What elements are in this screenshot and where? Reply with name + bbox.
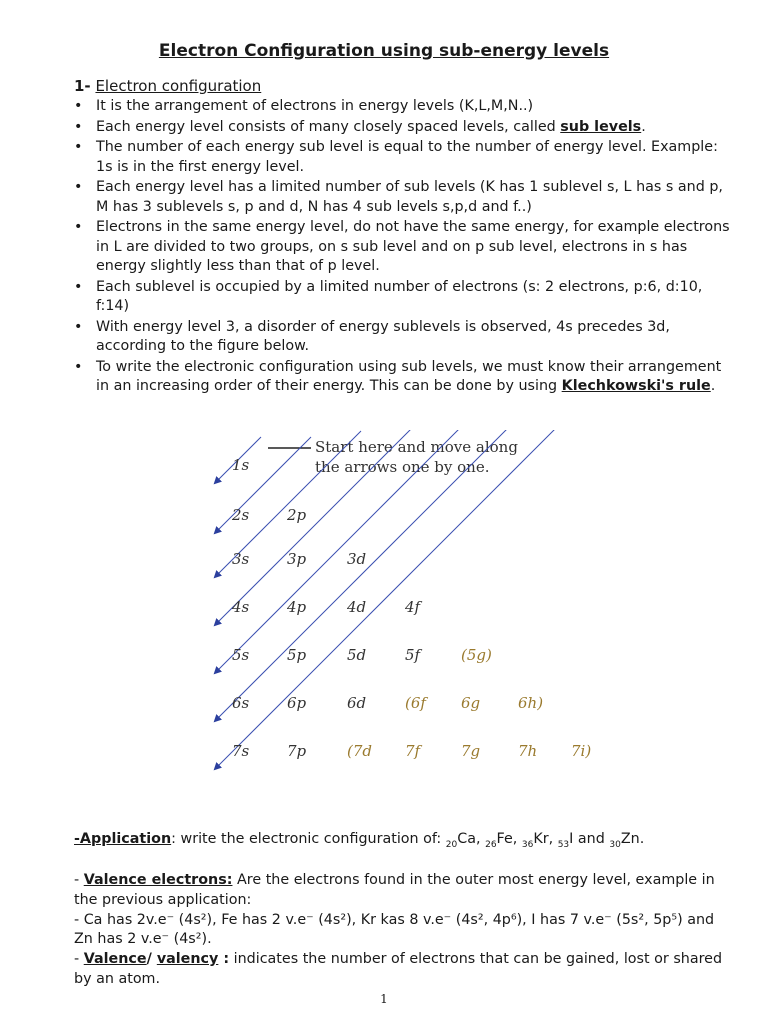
section-heading (74, 77, 261, 95)
element-symbol: Ca (457, 831, 476, 847)
page-title: Electron Configuration using sub-energy levels (158, 41, 610, 61)
sublevel-label: 3p (287, 550, 307, 568)
sublevel-label: 7h (518, 742, 538, 760)
sublevel-label: 7s (232, 742, 250, 760)
valence-examples: - Ca has 2v.e⁻ (4s²), Fe has 2 v.e⁻ (4s²), Kr kas 8 v.e⁻ (4s², 4p⁶), I has 7 v.e⁻ (5s², 5p⁵) and Zn has 2 v.e⁻ (4s²). (74, 911, 715, 948)
sublevel-label: 5p (287, 646, 307, 664)
element-symbol: Kr (533, 831, 549, 847)
element-list: $_{20}$Ca, $_{26}$Fe, $_{36}$Kr, $_{53}$I and $_{30}$Zn. (445, 831, 645, 850)
atomic-number: 20 (445, 839, 458, 850)
sublevel-labels (231, 456, 591, 760)
list-item: • It is the arrangement of electrons in energy levels (K,L,M,N..) (74, 98, 534, 114)
sublevel-label: 6p (287, 694, 307, 712)
sublevel-label: 4s (232, 598, 250, 616)
sublevel-label: (5g) (461, 646, 492, 664)
valency-label: valency (156, 951, 219, 968)
list-item: • With energy level 3, a disorder of energy sublevels is observed, 4s precedes 3d, according to the figure below. (74, 318, 670, 354)
sublevel-label: 3d (347, 550, 367, 568)
sublevel-label: (7d (347, 742, 372, 760)
application-line: -Application: write the electronic configuration of: $_{20}$Ca, $_{26}$Fe, $_{36}$Kr, $_{53}$I and $_{30}$Zn. (74, 831, 645, 850)
atomic-number: 36 (521, 839, 534, 850)
sublevel-label: 1s (232, 456, 250, 474)
valence-label: Valence (83, 951, 147, 968)
sublevel-label: 7g (461, 742, 481, 760)
list-item: • Each sublevel is occupied by a limited number of electrons (s: 2 electrons, p:6, d:10, f:14) (74, 278, 703, 314)
sublevel-label: 6g (461, 694, 481, 712)
sublevel-label: 4d (347, 598, 367, 616)
sublevel-label: 5f (405, 646, 421, 664)
sub-levels-term: sub levels (560, 118, 642, 135)
page-number: 1 (380, 992, 388, 1006)
sublevel-label: 6h) (518, 694, 544, 712)
diagonal-arrows (215, 430, 561, 769)
element-symbol: Fe (496, 831, 513, 847)
atomic-number: 30 (609, 839, 621, 850)
list-item: • Electrons in the same energy level, do not have the same energy, for example electrons in L are divided to two groups, on s sub level and on p sub level, electrons in s has energy slightly less than that of p level. (74, 219, 730, 274)
valence-block (74, 871, 734, 990)
section-number: 1- (74, 77, 91, 95)
list-item: • The number of each energy sub level is equal to the number of energy level. Example: 1s is in the first energy level. (74, 139, 718, 175)
list-item: • Each energy level has a limited number of sub levels (K has 1 sublevel s, L has s and p, M has 3 sublevels s, p and d, N has 4 sub levels s,p,d and f..) (74, 179, 723, 215)
list-item: • Each energy level consists of many closely spaced levels, called sub levels. (74, 118, 646, 135)
application-label: -Application (74, 831, 172, 847)
sublevel-label: 5s (232, 646, 250, 664)
diagram-note-line1: Start here and move along (315, 438, 518, 456)
sublevel-label: 2s (232, 506, 250, 524)
sublevel-label: 7f (405, 742, 421, 760)
sublevel-label: 3s (232, 550, 250, 568)
sublevel-label: 4f (405, 598, 421, 616)
atomic-number: 26 (485, 839, 497, 850)
valence-electrons-para: - Valence electrons: Are the electrons found in the outer most energy level, example in the previous application: (74, 872, 715, 908)
sublevel-label: 6s (232, 694, 250, 712)
sublevel-label: 7i) (571, 742, 592, 760)
bullet-list (74, 97, 730, 398)
sublevel-label: (6f (405, 694, 426, 712)
element-symbol: Zn (620, 831, 640, 847)
klechkowski-diagram (205, 430, 605, 800)
diagram-note-line2: the arrows one by one. (315, 458, 490, 476)
sublevel-label: 6d (347, 694, 367, 712)
klechkowski-term: Klechkowski's rule (561, 378, 711, 394)
sublevel-label: 2p (287, 506, 307, 524)
valency-para: - Valence/ valency : indicates the number of electrons that can be gained, lost or shared by an atom. (74, 951, 723, 987)
sublevel-label: 5d (347, 646, 367, 664)
section-title: Electron configuration (95, 77, 262, 95)
atomic-number: 53 (557, 839, 570, 850)
sublevel-label: 7p (287, 742, 307, 760)
sublevel-label: 4p (287, 598, 307, 616)
valence-electrons-label: Valence electrons: (83, 872, 233, 888)
element-symbol: I (569, 831, 574, 847)
list-item: • To write the electronic configuration using sub levels, we must know their arrangement in an increasing order of their energy. This can be done by using Klechkowski's rule. (74, 358, 722, 394)
